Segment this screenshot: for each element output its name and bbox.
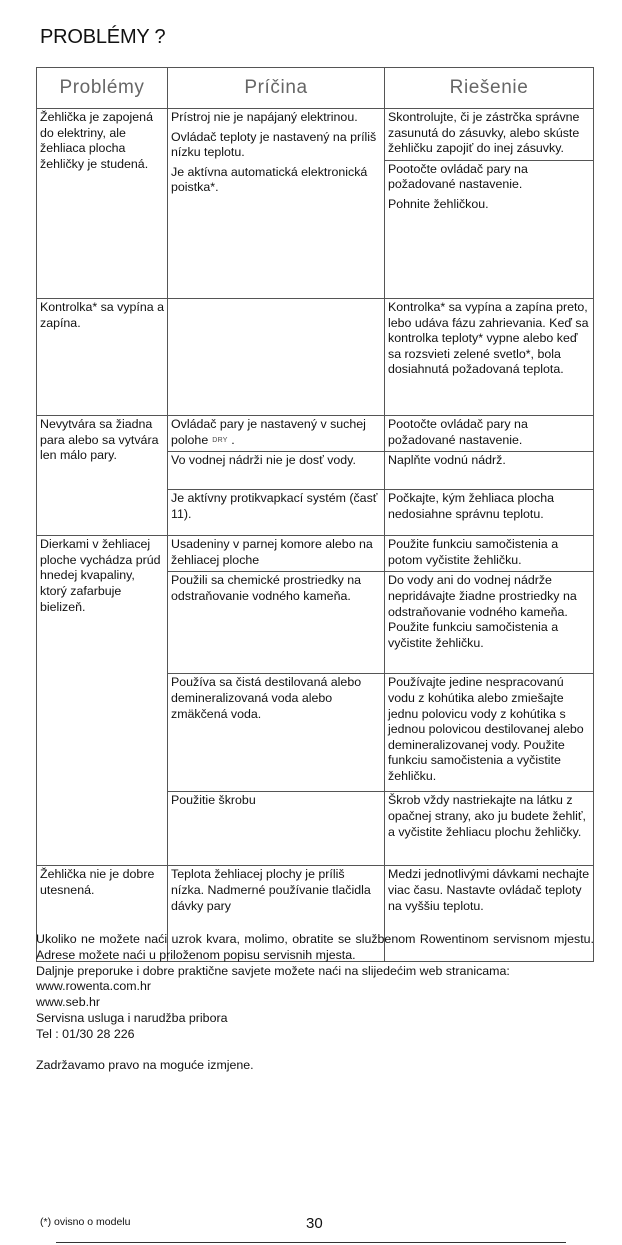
cause-cell: Usadeniny v parnej komore alebo na žehliacej ploche xyxy=(168,536,385,572)
table-row xyxy=(37,299,594,416)
solution-cell: Kontrolka* sa vypína a zapína preto, lebo udáva fázu zahrievania. Keď sa kontrolka teploty* vypne alebo keď sa rozsvieti zelené svetlo*, bola dosiahnutá požadovaná teplota. xyxy=(385,299,594,416)
cause-cell: Použitie škrobu xyxy=(168,792,385,866)
footnote: (*) ovisno o modelu xyxy=(40,1216,131,1228)
solution-cell: Škrob vždy nastriekajte na látku z opačnej strany, ako ju budete žehliť, a vyčistite žehliacu plochu žehličky. xyxy=(385,792,594,866)
disclaimer: Zadržavamo pravo na moguće izmjene. xyxy=(36,1058,254,1073)
header-problems: Problémy xyxy=(37,68,168,109)
cause-cell: Je aktívny protikvapkací systém (časť 11). xyxy=(168,490,385,536)
problem-cell: Žehlička nie je dobre utesnená. xyxy=(37,866,168,962)
cause-cell: Použili sa chemické prostriedky na odstraňovanie vodného kameňa. xyxy=(168,572,385,674)
table-row xyxy=(37,536,594,572)
website-link[interactable]: www.rowenta.com.hr xyxy=(36,979,151,994)
table-row xyxy=(37,416,594,452)
solution-cell: Pootočte ovládač pary na požadované nastavenie. xyxy=(385,416,594,452)
service-paragraph: Ukoliko ne možete naći uzrok kvara, molimo, obratite se službenom Rowentinom servisnom mjestu. Adrese možete naći u priloženom popisu servisnih mjesta. xyxy=(36,932,594,962)
problem-cell: Dierkami v žehliacej ploche vychádza prúd hnedej kvapaliny, ktorý zafarbuje bielizeň. xyxy=(37,536,168,866)
solution-cell: Použite funkciu samočistenia a potom vyčistite žehličku. xyxy=(385,536,594,572)
problem-cell: Nevytvára sa žiadna para alebo sa vytvára len málo pary. xyxy=(37,416,168,536)
solution-cell: Používajte jedine nespracovanú vodu z kohútika alebo zmiešajte jednu polovicu vody z kohútika s jednou polovicou destilovanej alebo demineralizovanej vody. Použite funkciu samočistenia a vyčistite žehličku. xyxy=(385,674,594,792)
solution-cell: Do vody ani do vodnej nádrže nepridávajte žiadne prostriedky na odstraňovanie vodného kameňa. Použite funkciu samočistenia a vyčistite žehličku. xyxy=(385,572,594,674)
website-link[interactable]: www.seb.hr xyxy=(36,995,101,1010)
solution-cell: Počkajte, kým žehliaca plocha nedosiahne správnu teplotu. xyxy=(385,490,594,536)
cause-cell: Teplota žehliacej plochy je príliš nízka. Nadmerné používanie tlačidla dávky pary xyxy=(168,866,385,962)
divider xyxy=(56,1242,566,1243)
page-title: PROBLÉMY ? xyxy=(40,26,166,48)
cause-cell: Vo vodnej nádrži nie je dosť vody. xyxy=(168,452,385,490)
cause-cell: Prístroj nie je napájaný elektrinou. Ovládač teploty je nastavený na príliš nízku teplotu. Je aktívna automatická elektronická poistka*. xyxy=(168,109,385,299)
page-number: 30 xyxy=(306,1215,323,1232)
phone-line: Tel : 01/30 28 226 xyxy=(36,1026,135,1041)
table-header-row xyxy=(37,68,594,109)
problem-cell: Žehlička je zapojená do elektriny, ale žehliaca plocha žehličky je studená. xyxy=(37,109,168,299)
cause-cell: Ovládač pary je nastavený v suchej polohe DRY . xyxy=(168,416,385,452)
problem-cell: Kontrolka* sa vypína a zapína. xyxy=(37,299,168,416)
solution-cell: Naplňte vodnú nádrž. xyxy=(385,452,594,490)
steam-dry-symbol: DRY xyxy=(212,436,228,444)
web-tips-line: Daljnje preporuke i dobre praktične savjete možete naći na slijedećim web stranicama: xyxy=(36,963,510,978)
cause-cell: Používa sa čistá destilovaná alebo demineralizovaná voda alebo zmäkčená voda. xyxy=(168,674,385,792)
service-info xyxy=(36,932,594,1074)
service-line: Servisna usluga i narudžba pribora xyxy=(36,1010,228,1025)
header-cause: Príčina xyxy=(168,68,385,109)
cause-cell xyxy=(168,299,385,416)
troubleshooting-table xyxy=(36,67,594,962)
solution-cell: Skontrolujte, či je zástrčka správne zasunutá do zásuvky, alebo skúste žehličku zapojiť do inej zásuvky. Pootočte ovládač pary na požadované nastavenie. Pohnite žehličkou. xyxy=(385,109,594,299)
solution-cell: Medzi jednotlivými dávkami nechajte viac času. Nastavte ovládač teploty na vyššiu teplotu. xyxy=(385,866,594,962)
table-row xyxy=(37,109,594,299)
header-solution: Riešenie xyxy=(385,68,594,109)
